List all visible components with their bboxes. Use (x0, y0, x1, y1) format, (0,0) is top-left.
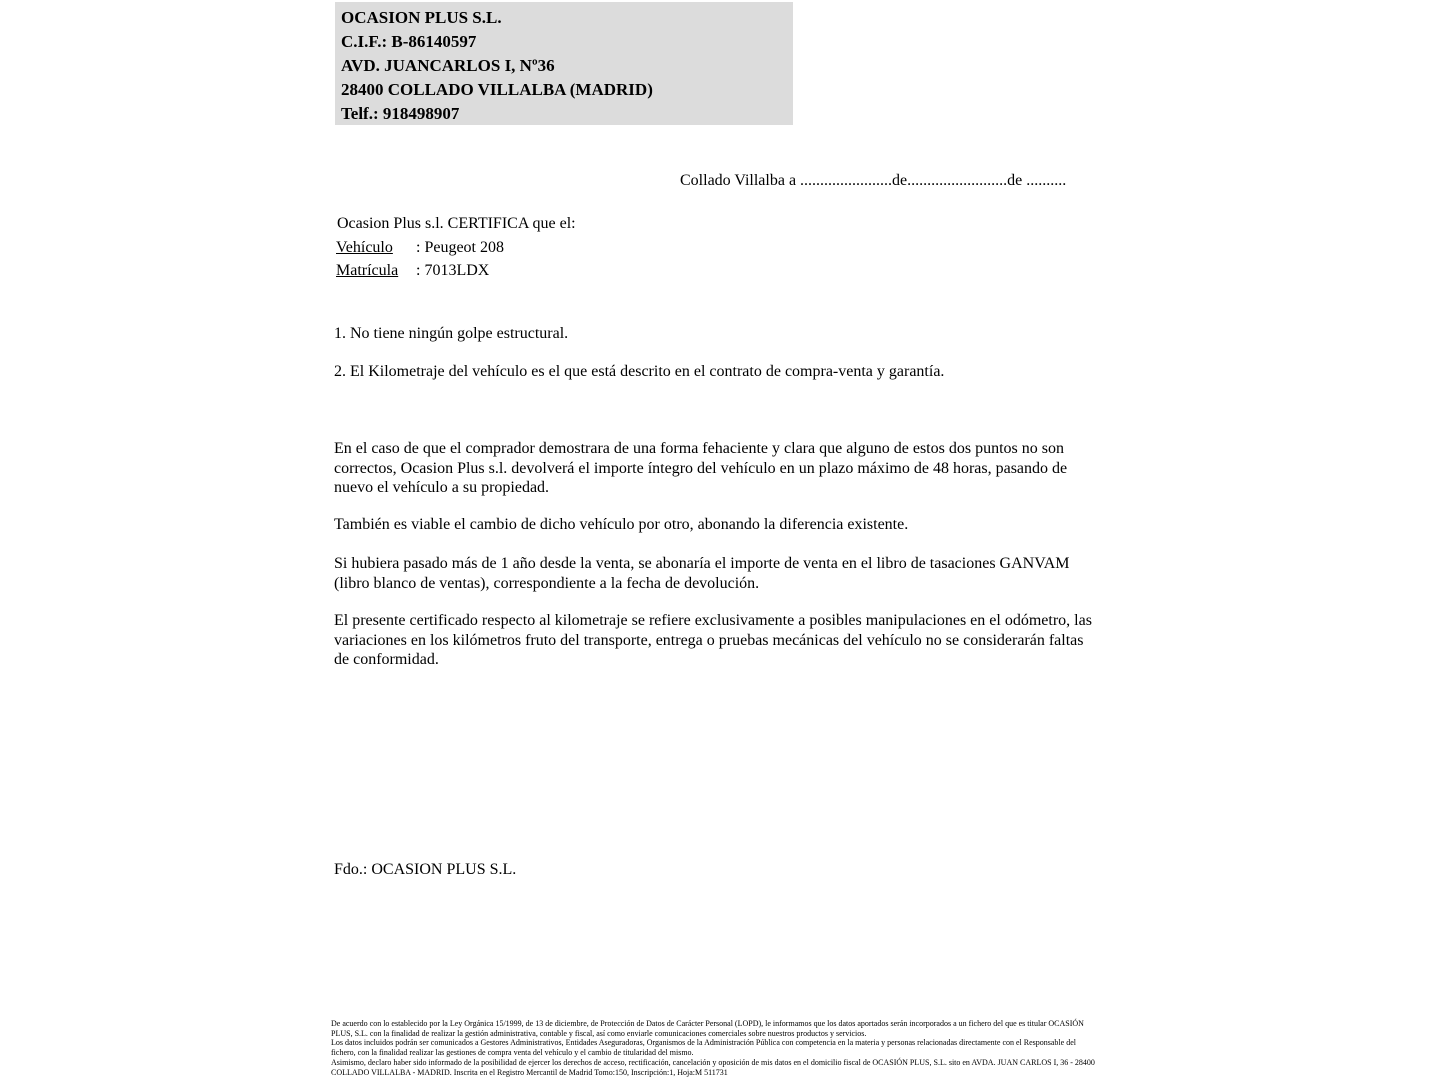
certificate-point-2: 2. El Kilometraje del vehículo es el que está descrito en el contrato de compra-venta y garantía. (334, 363, 945, 380)
paragraph-exchange-option: También es viable el cambio de dicho vehículo por otro, abonando la diferencia existente. (334, 516, 909, 533)
company-phone: Telf.: 918498907 (341, 104, 460, 123)
paragraph-odometer-disclaimer: El presente certificado respecto al kilometraje se refiere exclusivamente a posibles manipulaciones en el odómetro, las variaciones en los kilómetros fruto del transporte, entrega o pruebas mecánicas del vehículo no se considerarán faltas de conformidad. (334, 612, 1092, 668)
certifies-statement: Ocasion Plus s.l. CERTIFICA que el: (337, 215, 576, 232)
certificate-point-1: 1. No tiene ningún golpe estructural. (334, 325, 569, 342)
paragraph-ganvam-valuation: Si hubiera pasado más de 1 año desde la venta, se abonaría el importe de venta en el libro de tasaciones GANVAM (libro blanco de ventas), correspondiente a la fecha de devolución. (334, 555, 1070, 592)
company-name: OCASION PLUS S.L. (341, 8, 502, 27)
vehicle-row (336, 239, 504, 257)
plate-label: Matrícula (336, 262, 399, 279)
company-city: 28400 COLLADO VILLALBA (MADRID) (341, 80, 653, 99)
company-address: AVD. JUANCARLOS I, Nº36 (341, 56, 555, 75)
company-cif: C.I.F.: B-86140597 (341, 32, 477, 51)
plate-label-cell (336, 262, 416, 280)
date-blank-line: Collado Villalba a .......................de.........................de .......... (680, 172, 1067, 189)
company-header-box (335, 2, 793, 125)
plate-row (336, 262, 489, 280)
plate-value: : 7013LDX (416, 262, 490, 279)
vehicle-label-cell (336, 239, 416, 257)
signature-line: Fdo.: OCASION PLUS S.L. (334, 861, 517, 878)
legal-paragraph-data-sharing: Los datos incluidos podrán ser comunicados a Gestores Administrativos, Entidades Aseguradoras, Organismos de la Administración Pública con competencia en la materia y personas relacionadas directamente con el Responsable del fichero, con la finalidad realizar las gestiones de compra venta del vehículo y el cambio de titularidad del mismo. (331, 1038, 1076, 1058)
legal-paragraph-lopd: De acuerdo con lo establecido por la Ley Orgánica 15/1999, de 13 de diciembre, de Protección de Datos de Carácter Personal (LOPD), le informamos que los datos aportados serán incorporados a un fichero del que es titular OCASIÓN PLUS, S.L. con la finalidad de realizar la gestión administrativa, contable y fiscal, así como enviarle comunicaciones comerciales sobre nuestros productos y servicios. (331, 1019, 1084, 1038)
vehicle-value: : Peugeot 208 (416, 239, 504, 256)
paragraph-refund-terms: En el caso de que el comprador demostrara de una forma fehaciente y clara que alguno de estos dos puntos no son correctos, Ocasion Plus s.l. devolverá el importe íntegro del vehículo en un plazo máximo de 48 horas, pasando de nuevo el vehículo a su propiedad. (334, 440, 1068, 496)
legal-paragraph-rights: Asimismo, declaro haber sido informado de la posibilidad de ejercer los derechos de acceso, rectificación, cancelación y oposición de mis datos en el domicilio fiscal de OCASIÓN PLUS, S.L. sito en AVDA. JUAN CARLOS I, 36 - 28400 COLLADO VILLALBA - MADRID. Inscrita en el Registro Mercantil de Madrid Tomo:150, Inscripción:1, Hoja:M 511731 (331, 1057, 1095, 1077)
legal-footer (331, 1019, 1101, 1077)
vehicle-label: Vehículo (336, 239, 393, 256)
